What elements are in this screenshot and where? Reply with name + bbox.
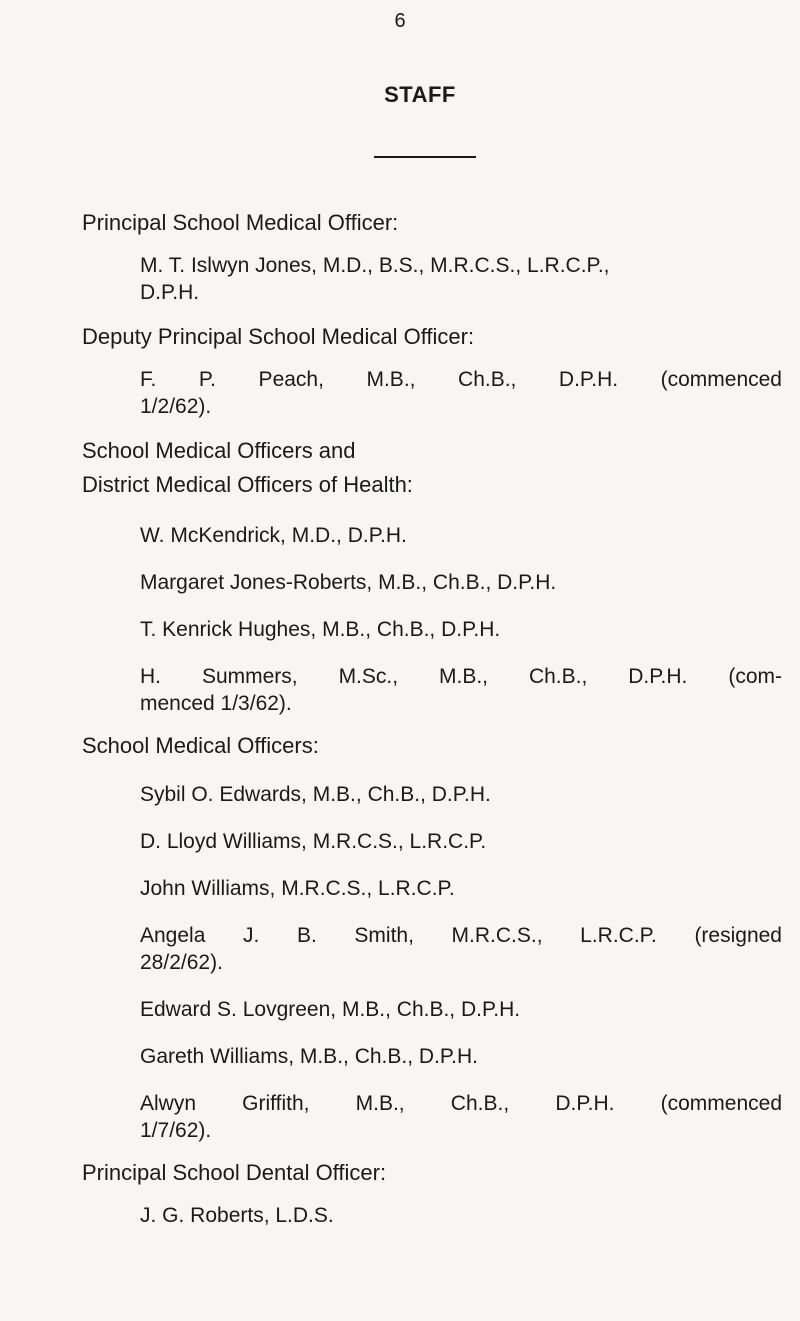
entry-line: 1/7/62). [140,1119,212,1142]
staff-entry [140,1043,782,1070]
staff-entry [140,828,782,855]
staff-entry [140,663,782,717]
entry-line: 1/2/62). [140,395,212,418]
staff-entry [140,996,782,1023]
staff-entry [140,875,782,902]
entry-line: J. G. Roberts, L.D.S. [140,1204,334,1227]
page-number: 6 [394,10,406,32]
section-heading: School Medical Officers: [82,733,319,758]
staff-entry [140,252,782,306]
entry-line: Gareth Williams, M.B., Ch.B., D.P.H. [140,1045,479,1068]
entry-line: Margaret Jones-Roberts, M.B., Ch.B., D.P.H. [140,571,557,594]
section-district-medical-officers [82,434,782,717]
entry-line: menced 1/3/62). [140,692,292,715]
staff-entry [140,616,782,643]
staff-entry [140,366,782,420]
entry-line: Edward S. Lovgreen, M.B., Ch.B., D.P.H. [140,998,521,1021]
section-school-medical-officers [82,729,782,1144]
entry-line: F. P. Peach, M.B., Ch.B., D.P.H. (commenced [140,368,782,391]
entry-line: D.P.H. [140,281,200,304]
title-rule [374,156,476,158]
entry-line: Angela J. B. Smith, M.R.C.S., L.R.C.P. (resigned [140,924,782,947]
section-heading: Principal School Dental Officer: [82,1160,387,1185]
staff-entry [140,1202,782,1229]
section-heading: Deputy Principal School Medical Officer: [82,324,475,349]
staff-list [82,206,782,1241]
entry-line: Sybil O. Edwards, M.B., Ch.B., D.P.H. [140,783,491,806]
entry-line: Alwyn Griffith, M.B., Ch.B., D.P.H. (commenced [140,1092,782,1115]
entry-line: John Williams, M.R.C.S., L.R.C.P. [140,877,455,900]
staff-entry [140,569,782,596]
section-principal-medical-officer [82,206,782,306]
section-heading: District Medical Officers of Health: [82,472,413,497]
section-heading: Principal School Medical Officer: [82,210,399,235]
entry-line: 28/2/62). [140,951,223,974]
entry-line: M. T. Islwyn Jones, M.D., B.S., M.R.C.S., L.R.C.P., [140,254,610,277]
entry-line: D. Lloyd Williams, M.R.C.S., L.R.C.P. [140,830,487,853]
section-deputy-medical-officer [82,320,782,420]
staff-entry [140,522,782,549]
staff-entry [140,922,782,976]
section-heading: School Medical Officers and [82,438,356,463]
staff-entry [140,781,782,808]
section-dental-officer [82,1156,782,1229]
entry-line: T. Kenrick Hughes, M.B., Ch.B., D.P.H. [140,618,501,641]
entry-line: W. McKendrick, M.D., D.P.H. [140,524,407,547]
page-title: STAFF [384,82,456,107]
entry-line: H. Summers, M.Sc., M.B., Ch.B., D.P.H. (com- [140,665,782,688]
staff-entry [140,1090,782,1144]
